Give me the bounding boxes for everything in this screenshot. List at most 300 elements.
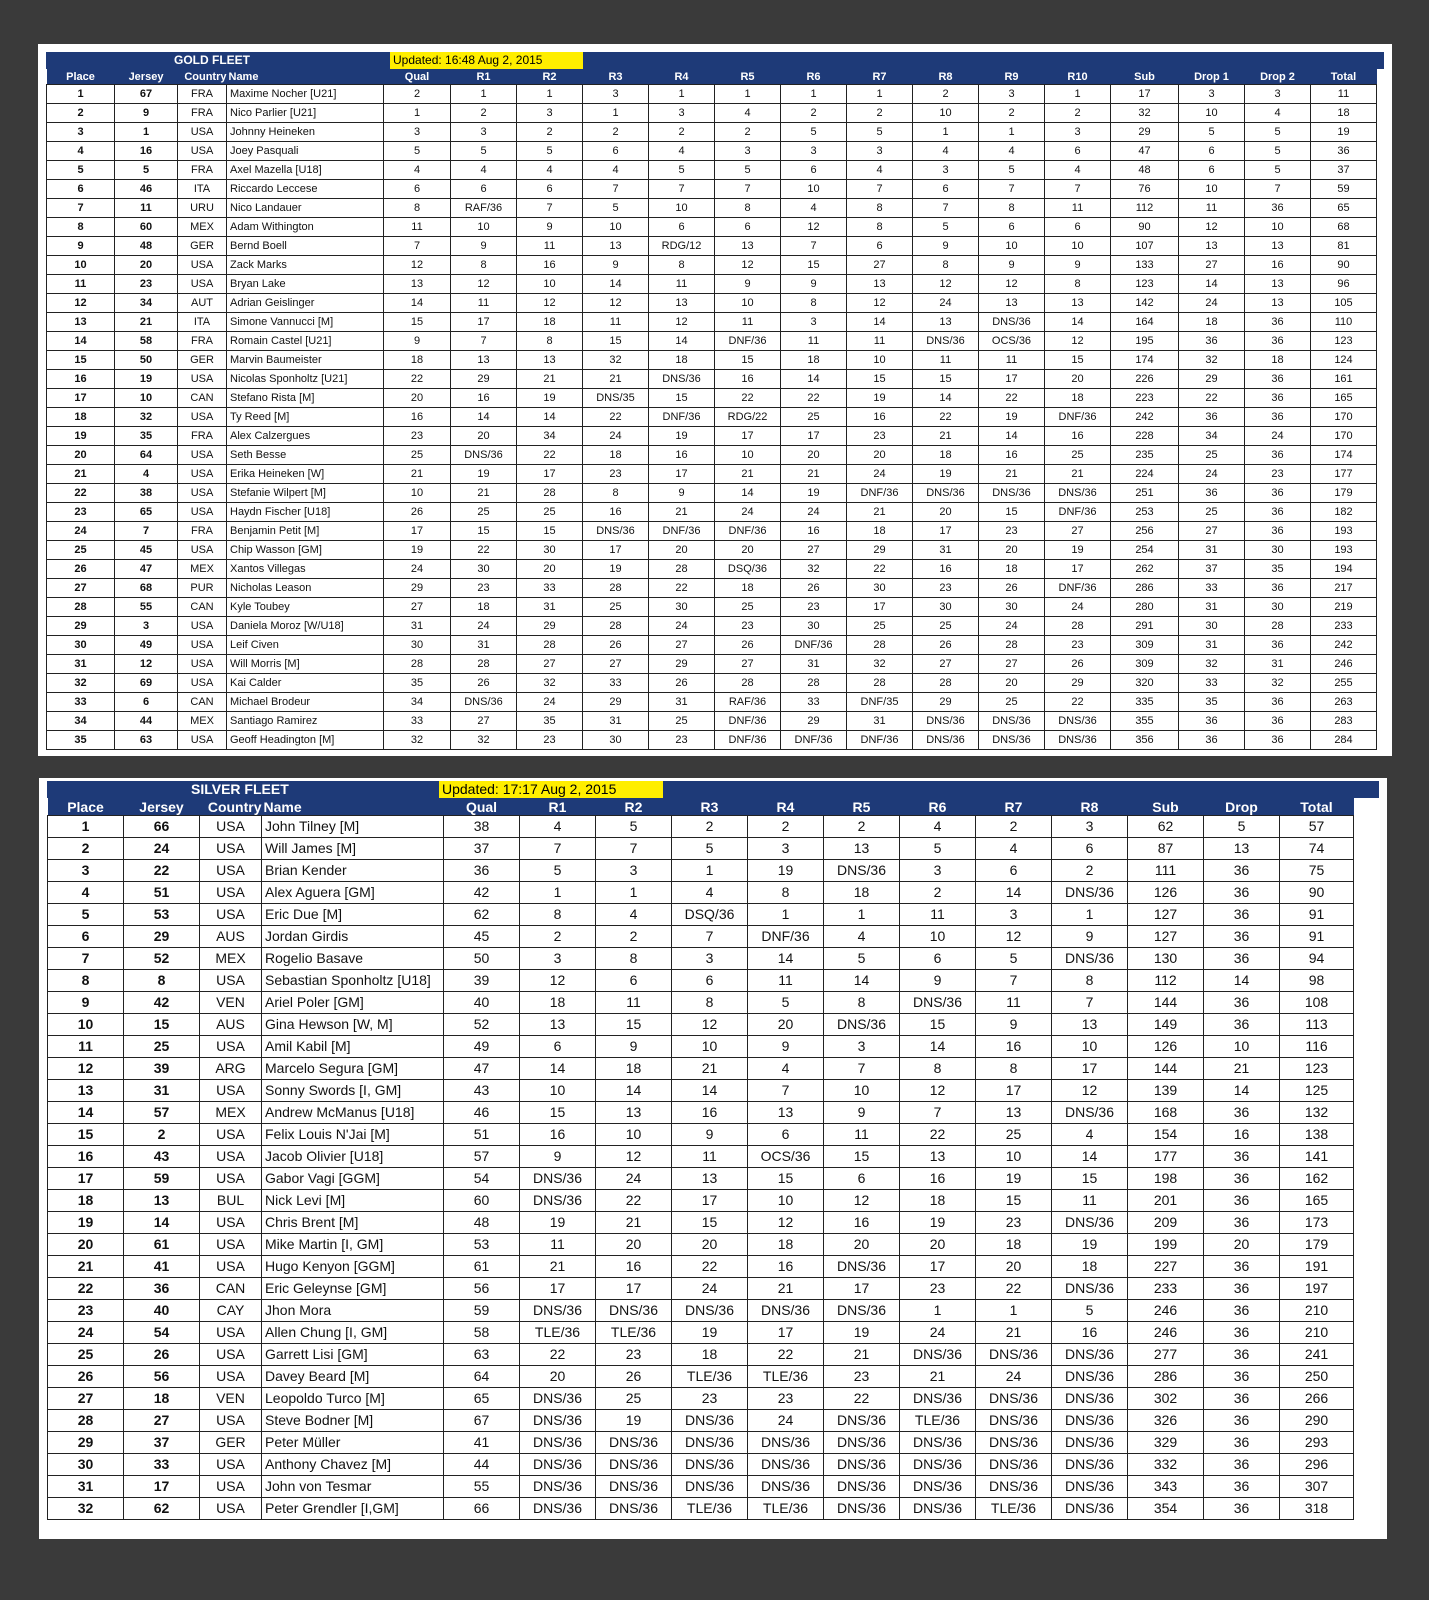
table-cell: 13 <box>1204 838 1280 860</box>
table-cell: 22 <box>979 389 1045 408</box>
table-row <box>48 1234 1354 1256</box>
table-cell: 36 <box>1204 1322 1280 1344</box>
column-header: R3 <box>672 798 748 816</box>
table-cell: 23 <box>517 731 583 750</box>
table-cell: 284 <box>1311 731 1377 750</box>
table-cell: 14 <box>1052 1146 1128 1168</box>
gold-fleet-title: GOLD FLEET <box>174 53 250 67</box>
table-cell: Romain Castel [U21] <box>227 332 384 351</box>
table-cell: 36 <box>1245 389 1311 408</box>
table-cell: 62 <box>444 904 520 926</box>
table-cell: 19 <box>979 408 1045 427</box>
table-cell: USA <box>200 1410 262 1432</box>
table-cell: Nick Levi [M] <box>262 1190 444 1212</box>
table-cell: DNF/36 <box>748 926 824 948</box>
table-cell: USA <box>178 256 227 275</box>
table-cell: 44 <box>115 712 178 731</box>
table-cell: 24 <box>451 617 517 636</box>
table-cell: 7 <box>979 180 1045 199</box>
table-cell: DNS/36 <box>596 1454 672 1476</box>
table-cell: 2 <box>520 926 596 948</box>
table-row <box>48 1432 1354 1454</box>
table-cell: 31 <box>649 693 715 712</box>
table-cell: 36 <box>1311 142 1377 161</box>
table-cell: Joey Pasquali <box>227 142 384 161</box>
table-cell: Rogelio Basave <box>262 948 444 970</box>
table-cell: 3 <box>748 838 824 860</box>
table-cell: 25 <box>1179 446 1245 465</box>
table-cell: 5 <box>672 838 748 860</box>
table-cell: Jhon Mora <box>262 1300 444 1322</box>
table-cell: USA <box>200 1168 262 1190</box>
table-cell: 36 <box>1179 332 1245 351</box>
table-cell: 14 <box>847 313 913 332</box>
table-cell: 24 <box>649 617 715 636</box>
table-cell: Anthony Chavez [M] <box>262 1454 444 1476</box>
table-cell: 36 <box>1204 1498 1280 1520</box>
table-cell: 22 <box>976 1278 1052 1300</box>
table-cell: 1 <box>847 85 913 104</box>
table-cell: 199 <box>1128 1234 1204 1256</box>
table-cell: 9 <box>979 256 1045 275</box>
table-cell: DNF/36 <box>847 731 913 750</box>
table-cell: TLE/36 <box>672 1366 748 1388</box>
table-cell: 6 <box>1045 218 1111 237</box>
column-header: R1 <box>520 798 596 816</box>
silver-fleet-results-table <box>47 798 1354 1520</box>
table-cell: 241 <box>1280 1344 1354 1366</box>
table-cell: 10 <box>1045 237 1111 256</box>
table-row <box>47 199 1377 218</box>
table-cell: 33 <box>781 693 847 712</box>
table-cell: 13 <box>124 1190 200 1212</box>
table-cell: 209 <box>1128 1212 1204 1234</box>
table-cell: 24 <box>1245 427 1311 446</box>
table-cell: 13 <box>1245 237 1311 256</box>
table-cell: 2 <box>649 123 715 142</box>
table-cell: 9 <box>649 484 715 503</box>
table-cell: 309 <box>1111 636 1179 655</box>
table-cell: 36 <box>1245 332 1311 351</box>
table-cell: 7 <box>48 948 124 970</box>
table-cell: 8 <box>672 992 748 1014</box>
table-cell: 6 <box>847 237 913 256</box>
table-cell: 25 <box>976 1124 1052 1146</box>
table-cell: 16 <box>748 1256 824 1278</box>
table-cell: DNS/36 <box>824 1410 900 1432</box>
table-cell: 36 <box>1204 1410 1280 1432</box>
table-cell: 11 <box>596 992 672 1014</box>
table-cell: 22 <box>748 1344 824 1366</box>
table-cell: 24 <box>1179 294 1245 313</box>
table-cell: 3 <box>596 860 672 882</box>
table-row <box>48 1278 1354 1300</box>
table-cell: TLE/36 <box>976 1498 1052 1520</box>
table-cell: 165 <box>1280 1190 1354 1212</box>
table-cell: 6 <box>384 180 451 199</box>
table-cell: 17 <box>976 1080 1052 1102</box>
table-cell: Peter Grendler [I,GM] <box>262 1498 444 1520</box>
table-cell: USA <box>200 1498 262 1520</box>
table-cell: 3 <box>649 104 715 123</box>
table-cell: DNS/36 <box>824 1476 900 1498</box>
table-cell: 48 <box>115 237 178 256</box>
table-cell: 7 <box>47 199 115 218</box>
table-cell: 112 <box>1111 199 1179 218</box>
table-row <box>47 560 1377 579</box>
table-cell: 13 <box>748 1102 824 1124</box>
table-cell: 5 <box>1245 161 1311 180</box>
table-cell: 1 <box>824 904 900 926</box>
table-cell: DNS/36 <box>900 1454 976 1476</box>
table-cell: 18 <box>824 882 900 904</box>
table-cell: 11 <box>520 1234 596 1256</box>
table-cell: 30 <box>1245 598 1311 617</box>
table-cell: 16 <box>1052 1322 1128 1344</box>
table-row <box>48 1190 1354 1212</box>
table-cell: 5 <box>596 816 672 838</box>
table-cell: DNS/36 <box>1045 731 1111 750</box>
table-cell: DNS/36 <box>979 731 1045 750</box>
table-cell: 28 <box>517 636 583 655</box>
column-header: R8 <box>1052 798 1128 816</box>
table-cell: DNF/36 <box>649 408 715 427</box>
silver-fleet-panel <box>39 778 1387 1539</box>
table-cell: 12 <box>48 1058 124 1080</box>
table-cell: 29 <box>649 655 715 674</box>
table-cell: 8 <box>900 1058 976 1080</box>
table-cell: DNS/36 <box>583 522 649 541</box>
table-cell: 65 <box>115 503 178 522</box>
table-cell: 182 <box>1311 503 1377 522</box>
table-cell: DNS/36 <box>1052 1498 1128 1520</box>
table-cell: 1 <box>115 123 178 142</box>
table-cell: Nicolas Sponholtz [U21] <box>227 370 384 389</box>
table-cell: 67 <box>115 85 178 104</box>
table-cell: 6 <box>781 161 847 180</box>
table-cell: 6 <box>1045 142 1111 161</box>
table-cell: 98 <box>1280 970 1354 992</box>
table-cell: 66 <box>444 1498 520 1520</box>
table-cell: 6 <box>715 218 781 237</box>
table-cell: DNF/36 <box>1045 579 1111 598</box>
table-cell: 7 <box>520 838 596 860</box>
table-cell: 15 <box>913 370 979 389</box>
table-cell: MEX <box>200 948 262 970</box>
table-cell: 277 <box>1128 1344 1204 1366</box>
table-cell: 1 <box>715 85 781 104</box>
table-cell: 60 <box>444 1190 520 1212</box>
table-cell: 246 <box>1128 1300 1204 1322</box>
table-cell: 3 <box>583 85 649 104</box>
table-cell: 25 <box>913 617 979 636</box>
table-cell: 10 <box>384 484 451 503</box>
table-cell: 24 <box>596 1168 672 1190</box>
table-cell: 5 <box>979 161 1045 180</box>
table-cell: 3 <box>824 1036 900 1058</box>
table-cell: 75 <box>1280 860 1354 882</box>
table-cell: 19 <box>596 1410 672 1432</box>
table-cell: 4 <box>451 161 517 180</box>
table-cell: Maxime Nocher [U21] <box>227 85 384 104</box>
table-cell: 21 <box>979 465 1045 484</box>
table-cell: 36 <box>1245 712 1311 731</box>
table-cell: MEX <box>178 712 227 731</box>
table-cell: DNF/36 <box>781 731 847 750</box>
column-header: Sub <box>1128 798 1204 816</box>
table-cell: 40 <box>444 992 520 1014</box>
table-cell: 54 <box>444 1168 520 1190</box>
table-cell: 11 <box>913 351 979 370</box>
table-cell: 22 <box>384 370 451 389</box>
table-cell: 36 <box>1204 992 1280 1014</box>
table-cell: TLE/36 <box>520 1322 596 1344</box>
table-cell: ITA <box>178 313 227 332</box>
table-cell: 9 <box>583 256 649 275</box>
table-cell: 10 <box>1179 104 1245 123</box>
table-cell: 12 <box>451 275 517 294</box>
table-cell: 356 <box>1111 731 1179 750</box>
table-cell: 19 <box>115 370 178 389</box>
table-cell: 30 <box>517 541 583 560</box>
table-cell: Santiago Ramirez <box>227 712 384 731</box>
table-cell: 9 <box>517 218 583 237</box>
table-cell: 8 <box>384 199 451 218</box>
table-cell: 14 <box>1204 1080 1280 1102</box>
table-cell: 14 <box>47 332 115 351</box>
table-cell: 28 <box>979 636 1045 655</box>
table-cell: Nicholas Leason <box>227 579 384 598</box>
table-row <box>48 860 1354 882</box>
table-cell: DNF/36 <box>847 484 913 503</box>
table-cell: 138 <box>1280 1124 1354 1146</box>
table-cell: 165 <box>1311 389 1377 408</box>
column-header: R2 <box>596 798 672 816</box>
table-cell: 125 <box>1280 1080 1354 1102</box>
table-cell: 177 <box>1311 465 1377 484</box>
table-cell: 1 <box>913 123 979 142</box>
table-cell: 13 <box>1045 294 1111 313</box>
table-cell: 168 <box>1128 1102 1204 1124</box>
table-cell: FRA <box>178 85 227 104</box>
table-cell: 3 <box>913 161 979 180</box>
table-cell: 13 <box>900 1146 976 1168</box>
table-cell: 2 <box>48 838 124 860</box>
table-cell: 41 <box>444 1432 520 1454</box>
table-cell: 31 <box>384 617 451 636</box>
table-cell: 8 <box>583 484 649 503</box>
table-cell: 36 <box>1204 1168 1280 1190</box>
table-cell: 5 <box>781 123 847 142</box>
table-cell: 24 <box>583 427 649 446</box>
table-cell: 49 <box>444 1036 520 1058</box>
table-cell: 255 <box>1311 674 1377 693</box>
table-cell: 25 <box>847 617 913 636</box>
column-header: R8 <box>913 69 979 85</box>
table-cell: 144 <box>1128 1058 1204 1080</box>
table-row <box>47 541 1377 560</box>
table-cell: DNS/36 <box>824 1432 900 1454</box>
table-cell: 67 <box>444 1410 520 1432</box>
table-cell: 110 <box>1311 313 1377 332</box>
table-cell: CAY <box>200 1300 262 1322</box>
table-cell: USA <box>200 1036 262 1058</box>
table-cell: 25 <box>715 598 781 617</box>
table-cell: 16 <box>451 389 517 408</box>
table-cell: USA <box>178 617 227 636</box>
table-cell: 6 <box>48 926 124 948</box>
table-cell: 5 <box>913 218 979 237</box>
table-cell: 4 <box>900 816 976 838</box>
table-cell: 19 <box>781 484 847 503</box>
table-cell: 23 <box>847 427 913 446</box>
table-cell: 15 <box>520 1102 596 1124</box>
table-cell: DNS/36 <box>1052 1102 1128 1124</box>
table-cell: 18 <box>48 1190 124 1212</box>
table-cell: DNS/36 <box>913 332 979 351</box>
table-cell: 24 <box>1179 465 1245 484</box>
table-cell: 17 <box>583 541 649 560</box>
table-cell: 2 <box>1052 860 1128 882</box>
table-cell: 16 <box>1245 256 1311 275</box>
table-cell: 9 <box>672 1124 748 1146</box>
table-cell: 2 <box>451 104 517 123</box>
table-cell: 10 <box>715 446 781 465</box>
table-cell: 7 <box>715 180 781 199</box>
table-cell: 36 <box>1245 370 1311 389</box>
column-header: R10 <box>1045 69 1111 85</box>
table-cell: 24 <box>976 1366 1052 1388</box>
table-cell: 20 <box>384 389 451 408</box>
table-cell: Hugo Kenyon [GGM] <box>262 1256 444 1278</box>
table-cell: TLE/36 <box>900 1410 976 1432</box>
table-cell: 35 <box>47 731 115 750</box>
table-cell: 25 <box>48 1344 124 1366</box>
table-row <box>47 674 1377 693</box>
table-cell: 46 <box>115 180 178 199</box>
table-cell: 36 <box>1245 522 1311 541</box>
table-cell: 12 <box>900 1080 976 1102</box>
table-cell: ARG <box>200 1058 262 1080</box>
table-cell: 29 <box>781 712 847 731</box>
table-cell: 27 <box>979 655 1045 674</box>
table-cell: 57 <box>444 1146 520 1168</box>
table-cell: DNS/36 <box>672 1476 748 1498</box>
table-cell: 18 <box>976 1234 1052 1256</box>
table-cell: 23 <box>824 1366 900 1388</box>
table-cell: 233 <box>1128 1278 1204 1300</box>
table-cell: 36 <box>1245 313 1311 332</box>
table-cell: 13 <box>1179 237 1245 256</box>
table-cell: 21 <box>976 1322 1052 1344</box>
table-cell: 10 <box>781 180 847 199</box>
table-cell: 31 <box>124 1080 200 1102</box>
table-cell: 19 <box>976 1168 1052 1190</box>
table-cell: 8 <box>1052 970 1128 992</box>
table-cell: 30 <box>913 598 979 617</box>
table-cell: 20 <box>115 256 178 275</box>
table-cell: 38 <box>444 816 520 838</box>
table-cell: 9 <box>520 1146 596 1168</box>
table-cell: OCS/36 <box>979 332 1045 351</box>
table-cell: 11 <box>847 332 913 351</box>
table-cell: 126 <box>1128 882 1204 904</box>
table-cell: FRA <box>178 332 227 351</box>
table-cell: 19 <box>520 1212 596 1234</box>
table-cell: 18 <box>913 446 979 465</box>
table-row <box>47 161 1377 180</box>
table-cell: Johnny Heineken <box>227 123 384 142</box>
table-cell: 3 <box>976 904 1052 926</box>
table-cell: 10 <box>1052 1036 1128 1058</box>
table-cell: 20 <box>451 427 517 446</box>
table-cell: 30 <box>48 1454 124 1476</box>
table-cell: 15 <box>979 503 1045 522</box>
table-cell: 5 <box>47 161 115 180</box>
table-cell: 23 <box>781 598 847 617</box>
table-cell: 12 <box>847 294 913 313</box>
table-cell: 19 <box>583 560 649 579</box>
table-cell: 30 <box>781 617 847 636</box>
table-cell: USA <box>200 970 262 992</box>
table-cell: DNS/36 <box>824 1014 900 1036</box>
table-cell: 1 <box>649 85 715 104</box>
table-cell: USA <box>200 904 262 926</box>
table-cell: 8 <box>979 199 1045 218</box>
table-cell: Erika Heineken [W] <box>227 465 384 484</box>
table-cell: Alex Aguera [GM] <box>262 882 444 904</box>
table-cell: 53 <box>124 904 200 926</box>
table-cell: 29 <box>384 579 451 598</box>
table-cell: 45 <box>115 541 178 560</box>
table-cell: MEX <box>178 560 227 579</box>
table-row <box>48 1366 1354 1388</box>
table-cell: 12 <box>384 256 451 275</box>
table-cell: 23 <box>979 522 1045 541</box>
table-cell: 332 <box>1128 1454 1204 1476</box>
table-cell: 24 <box>124 838 200 860</box>
table-cell: 8 <box>649 256 715 275</box>
table-cell: 293 <box>1280 1432 1354 1454</box>
table-cell: DNS/36 <box>520 1476 596 1498</box>
table-cell: 17 <box>979 370 1045 389</box>
table-cell: 193 <box>1311 522 1377 541</box>
table-cell: 29 <box>451 370 517 389</box>
table-cell: 14 <box>1204 970 1280 992</box>
table-cell: 26 <box>124 1344 200 1366</box>
table-cell: 29 <box>1111 123 1179 142</box>
table-cell: 28 <box>847 674 913 693</box>
table-cell: 14 <box>913 389 979 408</box>
table-cell: 10 <box>979 237 1045 256</box>
table-cell: 329 <box>1128 1432 1204 1454</box>
table-cell: 40 <box>124 1300 200 1322</box>
table-cell: 91 <box>1280 904 1354 926</box>
table-cell: 26 <box>979 579 1045 598</box>
table-cell: 91 <box>1280 926 1354 948</box>
table-cell: DNS/36 <box>1052 1432 1128 1454</box>
table-cell: MEX <box>200 1102 262 1124</box>
column-header: R7 <box>847 69 913 85</box>
table-cell: 19 <box>672 1322 748 1344</box>
table-cell: 13 <box>1052 1014 1128 1036</box>
table-cell: 4 <box>520 816 596 838</box>
table-cell: 44 <box>444 1454 520 1476</box>
table-cell: USA <box>200 1146 262 1168</box>
table-cell: 3 <box>115 617 178 636</box>
table-cell: 12 <box>781 218 847 237</box>
column-header: Country <box>178 69 227 85</box>
